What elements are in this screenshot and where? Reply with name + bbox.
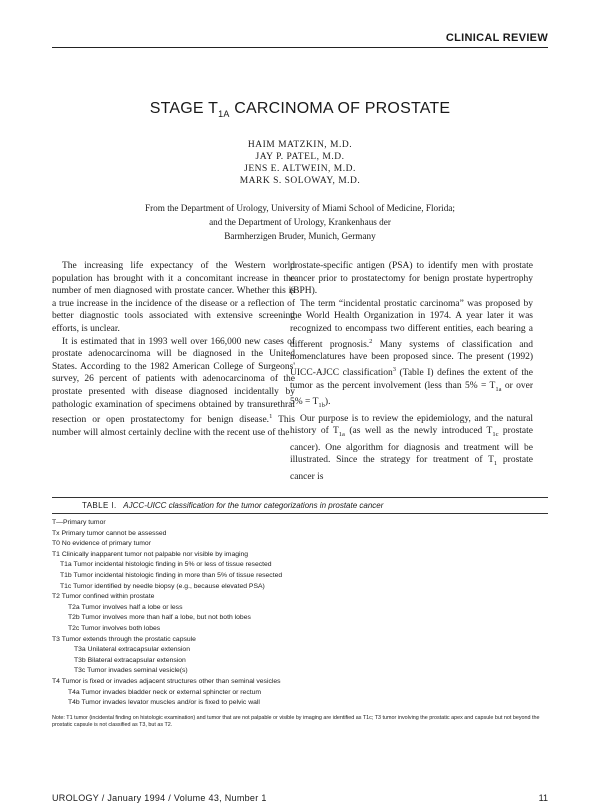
table-caption-text: AJCC-UICC classification for the tumor categorizations in prostate cancer	[123, 501, 384, 510]
author: JAY P. PATEL, M.D.	[255, 152, 345, 162]
paragraph: prostate-specific antigen (PSA) to identify men with prostate cancer prior to prostatectomy for benign prostate hypertrophy (BPH).	[290, 261, 533, 297]
author: MARK S. SOLOWAY, M.D.	[239, 176, 361, 186]
table-row: T3c Tumor invades seminal vesicle(s)	[74, 667, 188, 675]
paragraph: Our purpose is to review the epidemiology, and the natural history of $T_{1a}$ (as well as the newly introduced $T_{1c}$ prostate cancer). One algorithm for diagnosis and treatment will be illustrated. Since the strategy for treatment of $T_1$ prostate cancer is	[290, 413, 533, 482]
affiliation: From the Department of Urology, University of Miami School of Medicine, Florida; and the Department of Urology, Krankenhaus der Barmherzigen Bruder, Munich, Germany	[145, 203, 455, 241]
table-row: T4b Tumor invades levator muscles and/or is fixed to pelvic wall	[68, 699, 260, 707]
top-rule	[52, 47, 548, 48]
table-row: T2a Tumor involves half a lobe or less	[68, 603, 183, 611]
table-row: T1b Tumor incidental histologic finding in more than 5% of tissue resected	[60, 571, 283, 579]
paragraph: The increasing life expectancy of the Western world population has brought with it a concomitant increase in the number of men diagnosed with prostate cancer. Whether this is a true increase in the incidence of the disease or a reflection of better diagnostic tools associated with extensive screening efforts, is unclear.	[52, 261, 295, 334]
page-footer	[52, 793, 548, 803]
page-number: 11	[538, 793, 548, 803]
author: HAIM MATZKIN, M.D.	[247, 140, 353, 150]
table-row: T2b Tumor involves more than half a lobe, but not both lobes	[68, 614, 251, 622]
table-row: T—Primary tumor	[52, 519, 106, 526]
table-label: TABLE I.	[82, 501, 117, 510]
paragraph: The term “incidental prostatic carcinoma” was proposed by the World Health Organization in 1974. A year later it was recognized to encompass two different entities, each bearing a different prognosis.$^2$ Many systems of classification and nomenclatures have been proposed since. The present (1992) UICC-AJCC classification$^3$ (Table I) defines the extent of the tumor as the percent involvement (less than $5\% = T_{1a}$ or over $5\% = T_{1b}$).	[290, 298, 534, 410]
table-row: T1a Tumor incidental histologic finding in 5% or less of tissue resected	[60, 561, 272, 569]
table-row: T4 Tumor is fixed or invades adjacent structures other than seminal vesicles	[52, 677, 281, 685]
table-row: T3 Tumor extends through the prostatic capsule	[52, 635, 196, 643]
table-note: Note: T1 tumor (incidental finding on histologic examination) and tumor that are not palpable or visible by imaging are identified as T1c; T3 tumor involving the prostatic apex and capsule but not beyond the prostatic capsule is not classified as T3, but as T2.	[52, 714, 540, 728]
table-row: T2c Tumor involves both lobes	[68, 624, 161, 632]
table-row: T2 Tumor confined within prostate	[52, 593, 155, 601]
article-title: STAGE $T_{1A}$ CARCINOMA OF PROSTATE	[149, 100, 451, 120]
section-label: CLINICAL REVIEW	[445, 32, 548, 44]
journal-citation: UROLOGY / January 1994 / Volume 43, Number 1	[52, 793, 267, 803]
paragraph: It is estimated that in 1993 well over 166,000 new cases of prostate adenocarcinoma will be diagnosed in the United States. According to the 1982 American College of Surgeons' survey, 26 percent of patients with adenocarcinoma of the prostate presented with disease diagnosed incidentally by pathologic examination of specimens obtained by transurethral resection or open prostatectomy for benign disease.$^1$ This number will almost certainly decline with the recent use of the	[52, 336, 296, 438]
table-body	[52, 514, 548, 709]
table-row: Tx Primary tumor cannot be assessed	[52, 529, 167, 537]
classification-table	[52, 497, 548, 729]
table-row: T3b Bilateral extracapsular extension	[74, 656, 186, 664]
author: JENS E. ALTWEIN, M.D.	[244, 164, 356, 174]
table-row: T0 No evidence of primary tumor	[52, 540, 151, 548]
table-row: T1c Tumor identified by needle biopsy (e.g., because elevated PSA)	[60, 582, 265, 590]
table-row: T3a Unilateral extracapsular extension	[74, 646, 190, 654]
author-list	[0, 139, 600, 187]
body-column-right	[290, 260, 533, 483]
table-row: T4a Tumor invades bladder neck or external sphincter or rectum	[68, 688, 262, 696]
table-caption	[52, 498, 548, 513]
table-row: T1 Clinically inapparent tumor not palpable nor visible by imaging	[52, 550, 249, 558]
body-column-left	[52, 260, 295, 439]
